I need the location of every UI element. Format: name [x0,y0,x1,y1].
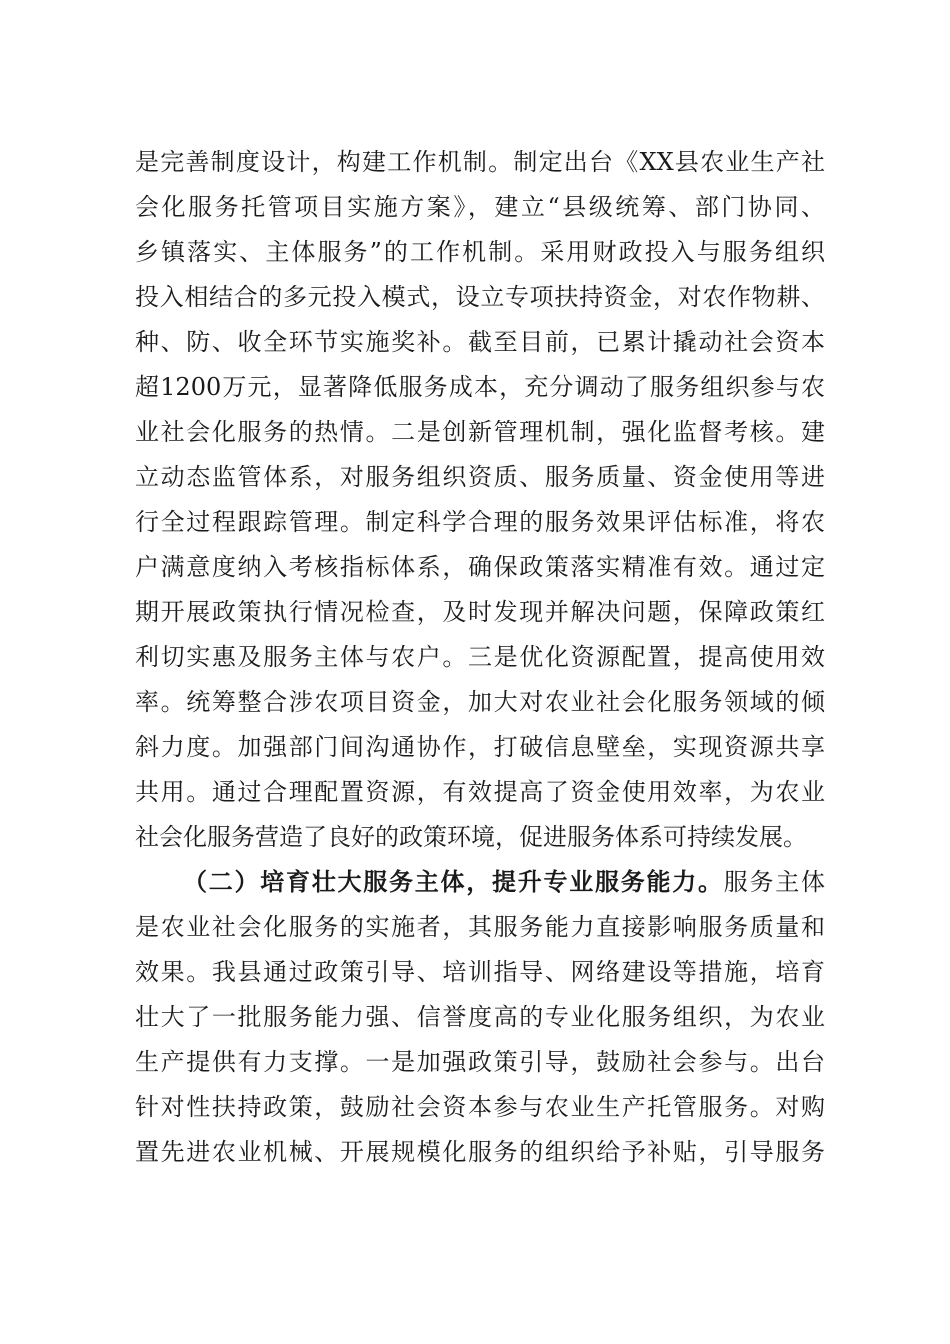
text-line: 效果。我县通过政策引导、培训指导、网络建设等措施，培育 [135,958,825,986]
text-line: 业社会化服务的热情。二是创新管理机制，强化监督考核。建 [135,418,825,446]
text-line: 行全过程跟踪管理。制定科学合理的服务效果评估标准，将农 [135,508,825,536]
text-line: 是农业社会化服务的实施者，其服务能力直接影响服务质量和 [135,913,825,941]
section-heading: （二）培育壮大服务主体，提升专业服务能力。 [183,867,724,896]
text-line: 置先进农业机械、开展规模化服务的组织给予补贴，引导服务 [135,1138,825,1166]
text-line: 立动态监管体系，对服务组织资质、服务质量、资金使用等进 [135,463,825,491]
text-line: 壮大了一批服务能力强、信誉度高的专业化服务组织，为农业 [135,1003,825,1031]
text-line: 共用。通过合理配置资源，有效提高了资金使用效率，为农业 [135,778,825,806]
text-line: 针对性扶持政策，鼓励社会资本参与农业生产托管服务。对购 [135,1093,825,1121]
text-line: 利切实惠及服务主体与农户。三是优化资源配置，提高使用效 [135,643,825,671]
text-line: 种、防、收全环节实施奖补。截至目前，已累计撬动社会资本 [135,328,825,356]
text-line: 户满意度纳入考核指标体系，确保政策落实精准有效。通过定 [135,553,825,581]
text-line: 是完善制度设计，构建工作机制。制定出台《XX县农业生产社 [135,148,825,176]
text-line: 期开展政策执行情况检查，及时发现并解决问题，保障政策红 [135,598,825,626]
text-line: 投入相结合的多元投入模式，设立专项扶持资金，对农作物耕、 [135,283,825,311]
text-line: 斜力度。加强部门间沟通协作，打破信息壁垒，实现资源共享 [135,733,825,761]
text-line: 率。统筹整合涉农项目资金，加大对农业社会化服务领域的倾 [135,688,825,716]
text-line: 乡镇落实、主体服务”的工作机制。采用财政投入与服务组织 [135,238,825,266]
text-line: 会化服务托管项目实施方案》，建立“县级统筹、部门协同、 [135,193,825,221]
text-line: 生产提供有力支撑。一是加强政策引导，鼓励社会参与。出台 [135,1048,825,1076]
text-line: 社会化服务营造了良好的政策环境，促进服务体系可持续发展。 [135,823,807,851]
text-line: 超1200万元，显著降低服务成本，充分调动了服务组织参与农 [135,373,825,401]
section-heading-tail: 服务主体 [723,868,825,896]
section-heading-line [183,862,825,902]
